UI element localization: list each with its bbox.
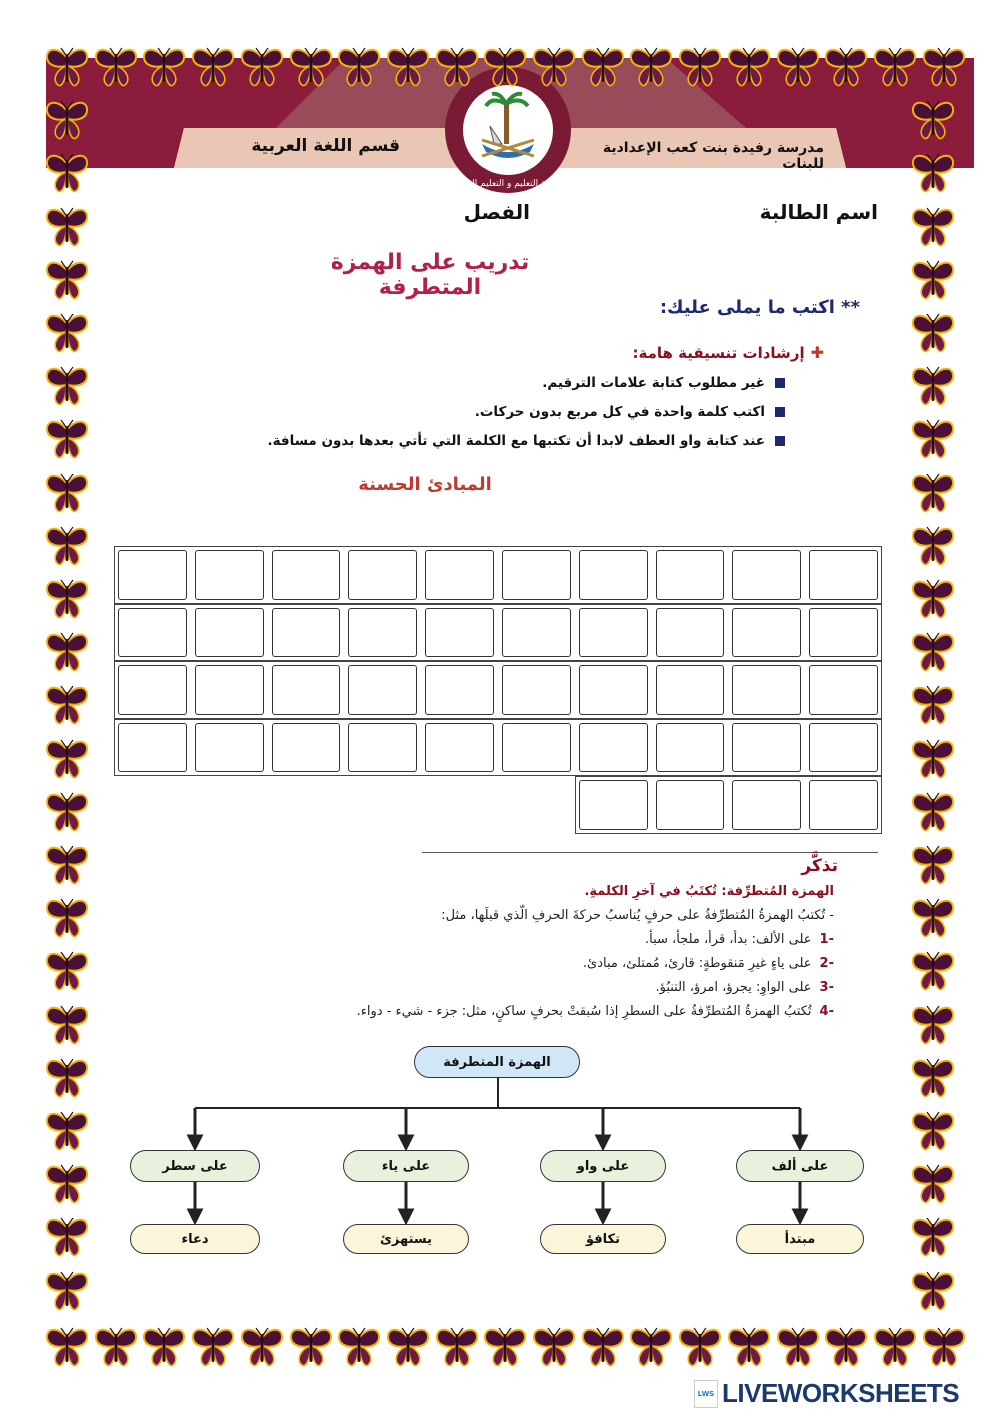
answer-box[interactable]: [348, 608, 417, 658]
brand-logo-icon: [694, 1380, 718, 1408]
butterfly-icon: [44, 684, 90, 726]
butterfly-icon: [44, 1326, 90, 1368]
answer-box[interactable]: [425, 608, 494, 658]
answer-box[interactable]: [809, 665, 878, 715]
answer-box[interactable]: [809, 780, 878, 830]
butterfly-icon: [385, 1326, 431, 1368]
butterfly-icon: [44, 206, 90, 248]
butterfly-icon: [44, 1270, 90, 1312]
answer-box[interactable]: [425, 665, 494, 715]
butterfly-icon: [44, 312, 90, 354]
butterfly-icon: [336, 46, 382, 88]
remember-definition: الهمزة المُتطرِّفة: تُكتَبُ في آخرِ الكلمةِ.: [584, 884, 834, 899]
brand-name: LIVEWORKSHEETS: [722, 1378, 960, 1408]
butterfly-icon: [288, 46, 334, 88]
butterfly-icon: [336, 1326, 382, 1368]
butterfly-icon: [910, 791, 956, 833]
butterfly-icon: [44, 950, 90, 992]
butterfly-icon: [726, 46, 772, 88]
answer-box[interactable]: [656, 723, 725, 773]
butterfly-icon: [434, 1326, 480, 1368]
school-name: مدرسة رفيدة بنت كعب الإعدادية للبنات: [602, 140, 824, 172]
answer-box[interactable]: [425, 723, 494, 773]
butterfly-icon: [44, 1163, 90, 1205]
butterfly-icon: [44, 631, 90, 673]
butterfly-icon: [910, 312, 956, 354]
tip-text: عند كتابة واو العطف لابدا أن تكتبها مع الكلمة التي تأتي بعدها بدون مسافة.: [267, 433, 765, 449]
tip-item: [475, 401, 785, 423]
answer-box[interactable]: [732, 608, 801, 658]
butterfly-icon: [44, 738, 90, 780]
butterfly-icon: [910, 1110, 956, 1152]
butterfly-icon: [910, 206, 956, 248]
dictation-title: المبادئ الحسنة: [358, 474, 492, 495]
butterfly-icon: [910, 738, 956, 780]
worksheet-title: تدريب على الهمزة المتطرفة: [330, 250, 530, 300]
answer-box[interactable]: [502, 665, 571, 715]
answer-box[interactable]: [195, 550, 264, 600]
butterfly-icon: [910, 684, 956, 726]
remember-heading: تذكَّر: [801, 856, 838, 876]
butterfly-icon: [910, 1004, 956, 1046]
tip-item: [267, 430, 785, 452]
diagram-example-node: دعاء: [130, 1224, 260, 1254]
diagram-branch-node: على سطر: [130, 1150, 260, 1182]
rule-number: -4: [819, 1004, 834, 1019]
footer-brand[interactable]: [694, 1378, 959, 1409]
tip-item: [542, 372, 785, 394]
answer-box[interactable]: [118, 665, 187, 715]
butterfly-icon: [44, 1110, 90, 1152]
butterfly-icon: [44, 99, 90, 141]
student-name-label: اسم الطالبة: [759, 200, 878, 224]
butterfly-icon: [580, 46, 626, 88]
answer-box[interactable]: [118, 723, 187, 773]
butterfly-icon: [910, 578, 956, 620]
butterfly-icon: [531, 1326, 577, 1368]
tips-heading-text: إرشادات تنسيقية هامة:: [632, 343, 805, 362]
rule-text: على الواوِ: يجرؤ، امرؤ، التنبُؤ.: [655, 980, 812, 995]
tip-text: اكتب كلمة واحدة في كل مربع بدون حركات.: [474, 404, 765, 420]
answer-box[interactable]: [272, 608, 341, 658]
butterfly-icon: [910, 365, 956, 407]
diagram-example-node: يستهزئ: [343, 1224, 469, 1254]
answer-box[interactable]: [809, 608, 878, 658]
answer-box[interactable]: [579, 723, 648, 773]
butterfly-icon: [141, 46, 187, 88]
butterfly-icon: [677, 1326, 723, 1368]
butterfly-icon: [239, 1326, 285, 1368]
butterfly-icon: [44, 1004, 90, 1046]
tips-heading-icon: ✚: [810, 343, 824, 362]
answer-box[interactable]: [195, 723, 264, 773]
answer-box[interactable]: [732, 780, 801, 830]
butterfly-icon: [44, 152, 90, 194]
answer-box[interactable]: [732, 550, 801, 600]
logo-caption: وزارة التعليم و التعليم العالي: [454, 179, 562, 189]
butterfly-icon: [93, 46, 139, 88]
butterfly-icon: [910, 525, 956, 567]
answer-box[interactable]: [732, 723, 801, 773]
rule-number: -2: [819, 956, 834, 971]
answer-box[interactable]: [809, 723, 878, 773]
answer-box[interactable]: [348, 550, 417, 600]
answer-box[interactable]: [656, 550, 725, 600]
butterfly-icon: [580, 1326, 626, 1368]
remember-rule: [357, 1004, 834, 1019]
butterfly-icon: [482, 1326, 528, 1368]
divider: [422, 852, 878, 853]
remember-rule-intro: - تُكتبُ الهمزةُ المُتطرِّفةُ على حرفٍ يُناسبُ حركةَ الحرفِ الّذي قبلَها، مثل:: [441, 908, 834, 923]
square-bullet-icon: [775, 378, 785, 388]
butterfly-icon: [628, 1326, 674, 1368]
answer-box[interactable]: [272, 550, 341, 600]
butterfly-icon: [385, 46, 431, 88]
square-bullet-icon: [775, 407, 785, 417]
remember-rule: [645, 932, 834, 947]
butterfly-icon: [910, 259, 956, 301]
butterfly-icon: [910, 897, 956, 939]
butterfly-icon: [910, 1216, 956, 1258]
remember-rule: [655, 980, 834, 995]
butterfly-icon: [44, 259, 90, 301]
answer-box[interactable]: [118, 550, 187, 600]
butterfly-icon: [44, 472, 90, 514]
diagram-branch-node: على واو: [540, 1150, 666, 1182]
class-label: الفصل: [463, 200, 530, 224]
answer-box[interactable]: [656, 780, 725, 830]
butterfly-icon: [872, 1326, 918, 1368]
butterfly-icon: [44, 791, 90, 833]
butterfly-icon: [921, 46, 967, 88]
butterfly-icon: [44, 46, 90, 88]
butterfly-icon: [141, 1326, 187, 1368]
tip-text: غير مطلوب كتابة علامات الترقيم.: [542, 375, 765, 391]
butterfly-icon: [44, 578, 90, 620]
butterfly-icon: [910, 418, 956, 460]
answer-box[interactable]: [195, 608, 264, 658]
butterfly-icon: [910, 631, 956, 673]
rule-number: -1: [819, 932, 834, 947]
diagram-branch-node: على ألف: [736, 1150, 864, 1182]
butterfly-icon: [910, 472, 956, 514]
butterfly-icon: [775, 46, 821, 88]
butterfly-icon: [44, 365, 90, 407]
answer-box[interactable]: [348, 723, 417, 773]
answer-box[interactable]: [579, 608, 648, 658]
diagram-branch-node: على ياء: [343, 1150, 469, 1182]
butterfly-icon: [677, 46, 723, 88]
answer-box[interactable]: [656, 608, 725, 658]
butterfly-icon: [190, 46, 236, 88]
department-name: قسم اللغة العربية: [251, 136, 400, 156]
remember-rule: [583, 956, 834, 971]
answer-box[interactable]: [579, 780, 648, 830]
butterfly-icon: [44, 844, 90, 886]
butterfly-icon: [44, 525, 90, 567]
butterfly-icon: [910, 950, 956, 992]
answer-box[interactable]: [809, 550, 878, 600]
rule-text: على الألف: بدأ، قرأ، ملجأ، سبأ.: [644, 932, 812, 947]
butterfly-icon: [44, 418, 90, 460]
diagram-root-node: الهمزة المتطرفة: [414, 1046, 580, 1078]
butterfly-icon: [910, 844, 956, 886]
butterfly-icon: [239, 46, 285, 88]
rule-number: -3: [819, 980, 834, 995]
butterfly-icon: [910, 99, 956, 141]
butterfly-icon: [910, 1270, 956, 1312]
butterfly-icon: [775, 1326, 821, 1368]
answer-box[interactable]: [272, 723, 341, 773]
butterfly-icon: [482, 46, 528, 88]
tips-heading: [633, 343, 825, 362]
square-bullet-icon: [775, 436, 785, 446]
rule-text: تُكتبُ الهمزةُ المُتطرِّفةُ على السطرِ إذا سُبقتْ بحرفٍ ساكنٍ، مثل: جزء - شيء - دواء.: [356, 1004, 812, 1019]
instruction-text: ** اكتب ما يملى عليك:: [659, 297, 860, 318]
answer-box[interactable]: [195, 665, 264, 715]
answer-box[interactable]: [579, 550, 648, 600]
brand-logo-letters: LWS: [697, 1389, 715, 1398]
butterfly-icon: [44, 1057, 90, 1099]
answer-box[interactable]: [502, 608, 571, 658]
butterfly-icon: [190, 1326, 236, 1368]
answer-box[interactable]: [502, 723, 571, 773]
answer-box[interactable]: [579, 665, 648, 715]
butterfly-icon: [910, 152, 956, 194]
butterfly-icon: [872, 46, 918, 88]
answer-box[interactable]: [502, 550, 571, 600]
answer-box[interactable]: [656, 665, 725, 715]
butterfly-icon: [726, 1326, 772, 1368]
butterfly-icon: [434, 46, 480, 88]
answer-box[interactable]: [118, 608, 187, 658]
butterfly-icon: [44, 1216, 90, 1258]
answer-box[interactable]: [732, 665, 801, 715]
butterfly-icon: [531, 46, 577, 88]
butterfly-icon: [910, 1163, 956, 1205]
rule-text: على ياءٍ غيرِ مَنقوطةٍ: قارئ، مُمتلئ، مبادئ.: [582, 956, 812, 971]
butterfly-icon: [910, 1057, 956, 1099]
butterfly-icon: [823, 46, 869, 88]
diagram-example-node: تكافؤ: [540, 1224, 666, 1254]
butterfly-icon: [93, 1326, 139, 1368]
answer-box[interactable]: [425, 550, 494, 600]
butterfly-icon: [44, 897, 90, 939]
butterfly-icon: [921, 1326, 967, 1368]
butterfly-icon: [288, 1326, 334, 1368]
answer-box[interactable]: [272, 665, 341, 715]
answer-box[interactable]: [348, 665, 417, 715]
diagram-example-node: مبتدأ: [736, 1224, 864, 1254]
butterfly-icon: [823, 1326, 869, 1368]
butterfly-icon: [628, 46, 674, 88]
